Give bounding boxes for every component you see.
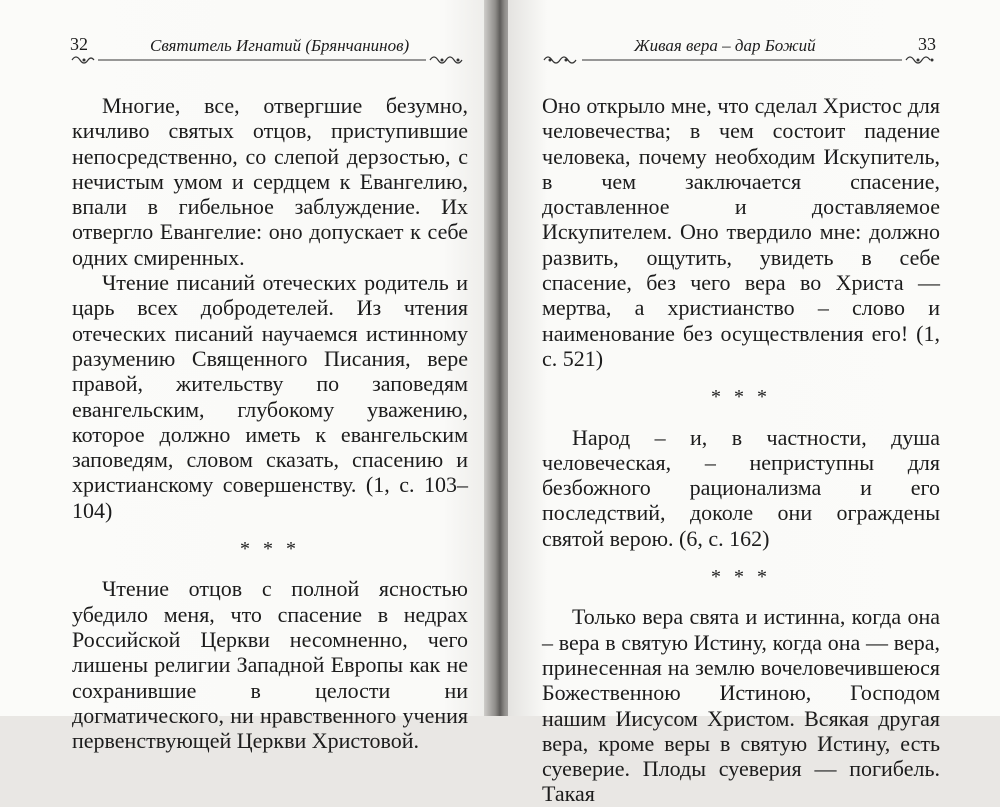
paragraph: Чтение писаний отеческих родитель и царь всех добродетелей. Из чтения отеческих писаний научаемся истинному разумению Священного Писания, вере правой, жительству по заповедям евангельским, глубокому уважению, которое должно иметь к евангельским заповедям, словом сказать, спасению и христианскому совершенству. (1, с. 103–104) bbox=[72, 270, 468, 523]
paragraph: Многие, все, отвергшие безумно, кичливо святых отцов, приступившие непосредственно, со слепой дерзостью, с нечистым умом и сердцем к Евангелию, впали в гибельное заблуждение. Их отвергло Евангелие: оно допускает к себе одних смиренных. bbox=[72, 93, 468, 270]
section-separator: * * * bbox=[240, 538, 300, 561]
running-title: Святитель Игнатий (Брянчанинов) bbox=[150, 36, 410, 55]
paragraph: Чтение отцов с полной ясностью убедило меня, что спасение в недрах Российской Церкви несомненно, чего лишены религии Западной Европы как не сохранившие в целости ни догматического, ни нравственного учения первенствующей Церкви Христовой. bbox=[72, 576, 468, 754]
paragraph: Только вера свята и истинна, когда она – вера в святую Истину, когда она — вера, принесенная на землю вочеловечившеюся Божественною Истиною, Господом нашим Иисусом Христом. Всякая другая вера, кроме веры в святую Истину, есть суеверие. Плоды суеверия — погибель. Такая bbox=[542, 604, 940, 807]
page-number: 32 bbox=[70, 34, 88, 54]
right-page bbox=[508, 0, 1000, 807]
right-page-body bbox=[542, 93, 940, 807]
right-page-header bbox=[538, 34, 938, 66]
section-separator: * * * bbox=[711, 386, 771, 409]
header-ornament-rule bbox=[70, 54, 468, 66]
paragraph: Оно открыло мне, что сделал Христос для человечества; в чем состоит падение человека, почему необходим Искупитель, в чем заключается спасение, доставленное и доставляемое Искупителем. Оно твердило мне: должно развить, ощутить, увидеть в себе спасение, без чего вера во Христа — мертва, а христианство – слово и наименование без осуществления его! (1, с. 521) bbox=[542, 93, 940, 371]
paragraph: Народ – и, в частности, душа человеческая, – неприступны для безбожного рационализма и его последствий, доколе они ограждены святой верою. (6, с. 162) bbox=[542, 424, 940, 551]
running-title: Живая вера – дар Божий bbox=[634, 36, 816, 55]
left-page bbox=[0, 0, 492, 754]
page-number: 33 bbox=[918, 34, 936, 54]
section-separator: * * * bbox=[711, 566, 771, 589]
left-page-body bbox=[72, 93, 468, 753]
header-ornament-rule bbox=[538, 54, 938, 66]
left-page-header bbox=[70, 34, 468, 66]
